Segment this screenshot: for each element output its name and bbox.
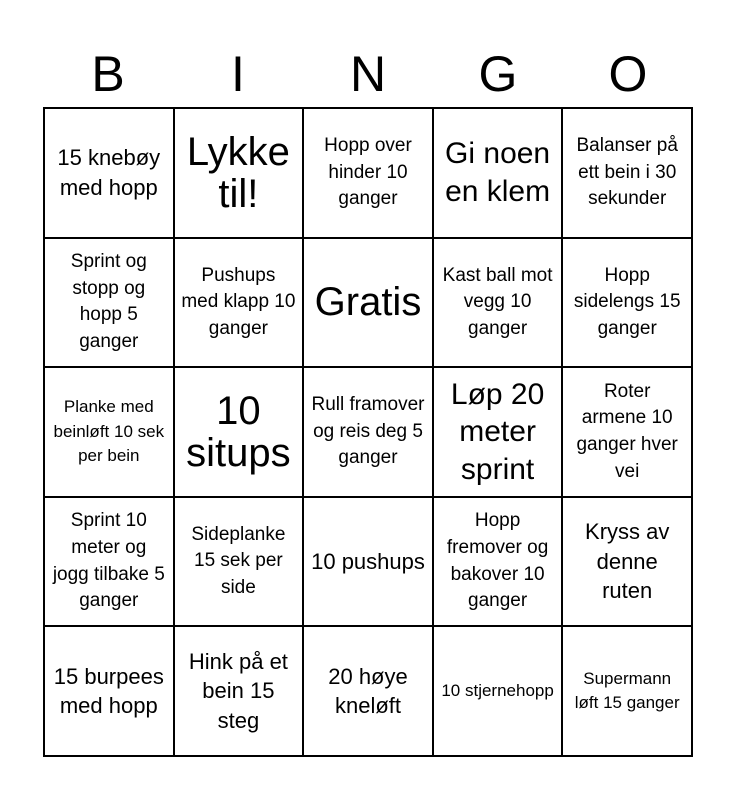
bingo-cell[interactable] (303, 367, 433, 497)
free-space-cell[interactable] (303, 238, 433, 368)
cell-text: Planke med beinløft 10 sek per bein (53, 397, 165, 466)
cell-text: Sprint og stopp og hopp 5 ganger (70, 251, 147, 352)
bingo-cell[interactable] (44, 238, 174, 368)
cell-text: Hink på et bein 15 steg (188, 648, 288, 734)
bingo-cell[interactable] (433, 367, 563, 497)
cell-text: Rull framover og reis deg 5 ganger (311, 394, 425, 469)
bingo-cell[interactable] (433, 238, 563, 368)
header-letter-o: O (608, 46, 648, 102)
bingo-cell[interactable] (303, 497, 433, 627)
cell-text: Gratis (314, 280, 422, 325)
cell-text: Lykke til! (186, 129, 290, 216)
cell-text: 10 pushups (311, 548, 425, 574)
header-letter-n: N (349, 46, 387, 102)
cell-text: 10 stjernehopp (441, 680, 554, 700)
bingo-cell[interactable] (174, 367, 304, 497)
bingo-header (43, 40, 693, 108)
bingo-cell[interactable] (44, 626, 174, 756)
header-letter-g: G (478, 46, 518, 102)
bingo-cell[interactable] (433, 626, 563, 756)
bingo-cell[interactable] (174, 108, 304, 238)
bingo-cell[interactable] (433, 108, 563, 238)
bingo-cell[interactable] (562, 108, 692, 238)
bingo-cell[interactable] (44, 108, 174, 238)
cell-text: Sideplanke 15 sek per side (191, 523, 286, 598)
cell-text: 20 høye kneløft (328, 663, 408, 719)
bingo-grid (43, 107, 693, 757)
bingo-cell[interactable] (174, 497, 304, 627)
cell-text: Hopp sidelengs 15 ganger (573, 264, 681, 339)
cell-text: Balanser på ett bein i 30 sekunder (576, 134, 678, 210)
bingo-cell[interactable] (174, 238, 304, 368)
cell-text: 15 knebøy med hopp (57, 145, 161, 200)
cell-text: Sprint 10 meter og jogg tilbake 5 ganger (52, 510, 165, 612)
header-letter-i: I (231, 46, 245, 102)
cell-text: 10 situps (186, 388, 291, 475)
cell-text: Hopp over hinder 10 ganger (324, 134, 412, 210)
cell-text: Supermann løft 15 ganger (574, 668, 680, 713)
cell-text: Pushups med klapp 10 ganger (181, 264, 296, 339)
cell-text: Kast ball mot vegg 10 ganger (442, 264, 553, 339)
bingo-cell[interactable] (44, 367, 174, 497)
cell-text: Gi noen en klem (445, 137, 551, 208)
cell-text: 15 burpees med hopp (53, 663, 164, 719)
bingo-cell[interactable] (303, 626, 433, 756)
cell-text: Hopp fremover og bakover 10 ganger (446, 510, 549, 612)
bingo-cell[interactable] (303, 108, 433, 238)
header-letter-b: B (91, 46, 125, 102)
bingo-cell[interactable] (562, 367, 692, 497)
cell-text: Løp 20 meter sprint (450, 377, 545, 486)
bingo-cell[interactable] (562, 497, 692, 627)
bingo-cell[interactable] (433, 497, 563, 627)
bingo-cell[interactable] (562, 626, 692, 756)
cell-text: Roter armene 10 ganger hver vei (576, 380, 678, 482)
cell-text: Kryss av denne ruten (585, 519, 670, 604)
bingo-cell[interactable] (44, 497, 174, 627)
bingo-cell[interactable] (174, 626, 304, 756)
bingo-cell[interactable] (562, 238, 692, 368)
